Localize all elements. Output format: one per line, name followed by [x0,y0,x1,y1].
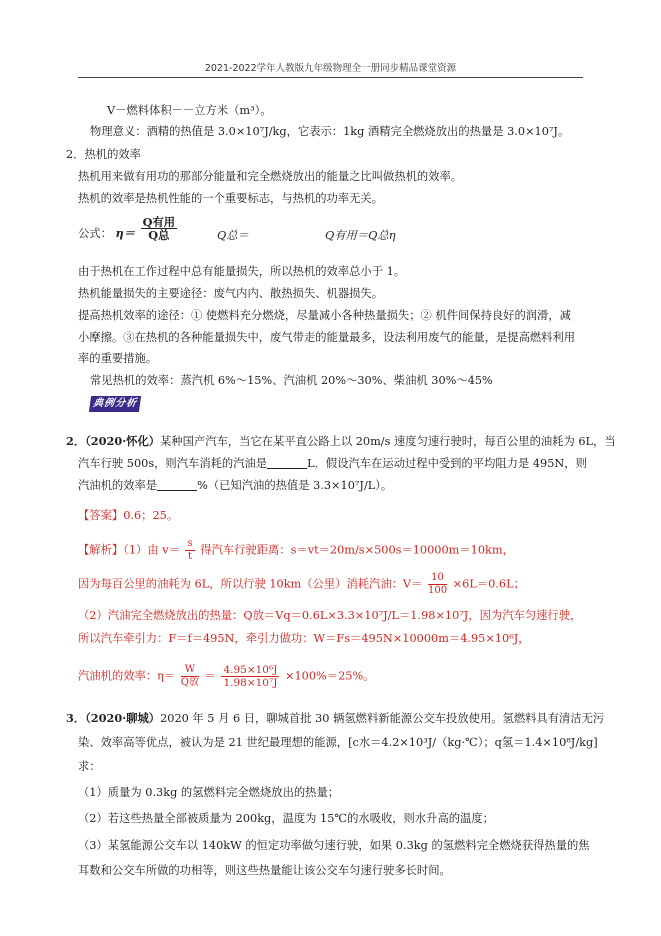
analysis-fraction [181,664,199,689]
question-3-text: 2020 年 5 月 6 日，聊城首批 30 辆氢燃料新能源公交车投放使用。氢燃料具有清洁无污 [160,712,605,725]
text-line: 由于热机在工作过程中总有能量损失，所以热机的效率总小于 1。 [78,265,406,278]
question-3-line [66,711,604,726]
formula-line [78,214,179,242]
answer-blank [267,456,307,469]
fraction-denominator: t [188,551,193,562]
analysis-line: （2）汽油完全燃烧放出的热量：Q放＝Vq＝0.6L×3.3×10⁷J/L＝1.98×10⁷J，因为汽车匀速行驶， [78,609,582,622]
fraction-denominator: 100 [427,585,448,596]
section-tag: 典例分析 [89,396,141,412]
text-line: 常见热机的效率：蒸汽机 6%～15%、汽油机 20%～30%、柴油机 30%～45% [90,374,493,387]
answer-line: 【答案】0.6；25。 [78,509,179,522]
question-3-source: 3．（2020·聊城） [66,711,161,725]
analysis-fraction [221,664,279,689]
text-line: 小摩擦。③在热机的各种能量损失中，废气带走的能量最多，设法利用废气的能量，是提高燃料利用 [78,331,576,344]
formula-q-useful: Q有用＝Q总η [325,229,396,242]
analysis-line [78,572,525,597]
question-2-line [78,456,587,471]
question-2-text: 汽油机的效率是 [78,479,158,492]
text-line: V－燃料体积－－立方米（m³）。 [107,104,272,117]
analysis-text: 因为每百公里的油耗为 6L，所以行驶 10km（公里）消耗汽油：V＝ [78,577,423,591]
fraction-numerator: 4.95×10⁶J [223,664,278,676]
text-line: 热机用来做有用功的那部分能量和完全燃烧放出的能量之比叫做热机的效率。 [78,170,463,183]
answer-blank [157,478,197,491]
fraction-numerator: 10 [428,572,447,585]
fraction-numerator: s [187,538,193,549]
formula-fraction [141,216,177,241]
question-2-text: %（已知汽油的热值是 3.3×10⁷J/L）。 [197,479,393,492]
section-heading: 2．热机的效率 [66,148,141,161]
question-3-line: （1）质量为 0.3kg 的氢燃料完全燃烧放出的热量； [78,786,340,799]
text-line: 热机能量损失的主要途径：废气内内、散热损失、机器损失。 [78,287,384,300]
question-3-line: （3）某氢能源公交车以 140kW 的恒定功率做匀速行驶，如果 0.3kg 的氢燃料完全燃烧获得热量的焦 [78,839,590,852]
formula-eta: η＝ [115,226,136,240]
question-2-text: L．假设汽车在运动过程中受到的平均阻力是 495N，则 [307,457,587,470]
formula-q-total: Q总＝ [217,229,249,242]
analysis-text: ×100%＝25%。 [285,669,375,683]
analysis-text: 汽油机的效率：η＝ [78,669,176,683]
formula-label: 公式： [78,227,112,240]
question-2-line [78,478,392,493]
question-3-line: （2）若这些热量全部被质量为 200kg，温度为 15℃的水吸收，则水升高的温度； [78,812,494,825]
analysis-line: 所以汽车牵引力：F＝f＝495N，牵引力做功：W＝Fs＝495N×10000m＝4.95×10⁶J， [78,632,530,645]
analysis-text: 【解析】（1）由 v＝ [78,543,180,557]
analysis-text: ×6L＝0.6L； [452,577,525,591]
text-line: 提高热机效率的途径：① 使燃料充分燃烧，尽量减小各种热量损失；② 机件间保持良好的润滑，减 [78,309,571,322]
formula-denominator: Q总 [148,227,170,242]
question-2-text: 某种国产汽车，当它在某平直公路上以 20m/s 速度匀速行驶时，每百公里的油耗为 6L，当 [160,435,616,448]
question-2-source: 2．（2020·怀化） [66,434,161,448]
question-3-line: 染、效率高等优点，被认为是 21 世纪最理想的能源，[c水＝4.2×10³J/（kg·℃）；q氢＝1.4×10⁸J/kg] [78,736,598,749]
fraction-denominator: Q放 [180,677,199,688]
page-header: 2021-2022学年人教版九年级物理全一册同步精品课堂资源 [78,60,583,78]
question-2-line [66,434,616,449]
text-line: 率的重要措施。 [78,352,158,365]
formula-numerator: Q有用 [142,214,176,229]
fraction-numerator: W [181,664,199,677]
text-line: 物理意义：酒精的热值是 3.0×10⁷J/kg，它表示：1kg 酒精完全燃烧放出的热量是 3.0×10⁷J。 [90,125,570,138]
question-2-text: 汽车行驶 500s，则汽车消耗的汽油是 [78,457,268,470]
analysis-line [78,664,374,689]
analysis-line [78,538,514,563]
analysis-fraction [428,572,447,597]
question-3-line: 求： [78,760,101,773]
analysis-text: 得汽车行驶距离：s＝vt＝20m/s×500s＝10000m＝10km， [200,543,514,557]
fraction-denominator: 1.98×10⁷J [223,677,278,689]
question-3-line: 耳数和公交车所做的功相等，则这些热量能让该公交车匀速行驶多长时间。 [78,864,451,877]
analysis-text: ＝ [204,669,216,683]
analysis-fraction [185,538,194,563]
text-line: 热机的效率是热机性能的一个重要标志，与热机的功率无关。 [78,192,384,205]
